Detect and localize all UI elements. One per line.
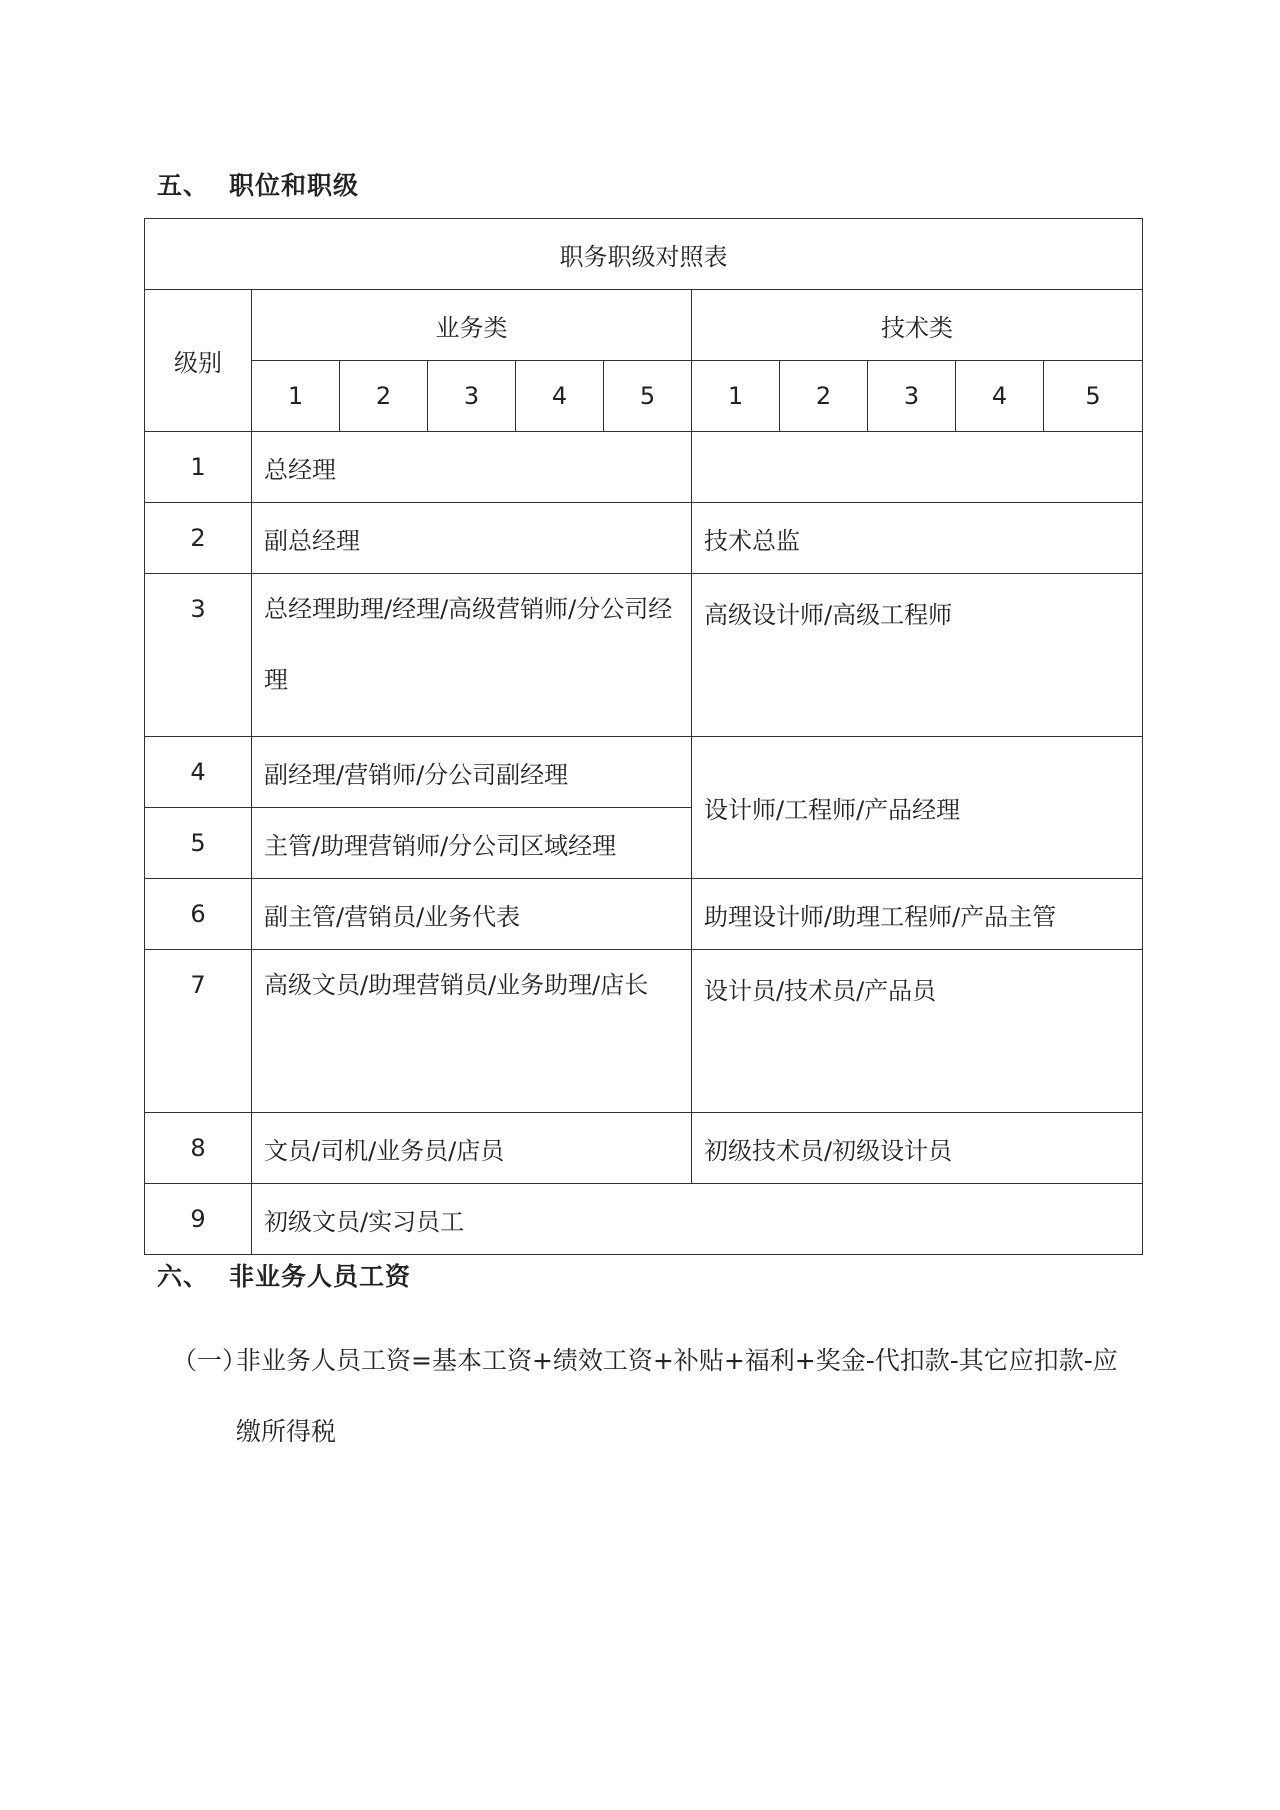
business-cell: 副经理/营销师/分公司副经理 <box>252 737 692 808</box>
tech-cell: 技术总监 <box>692 503 1143 574</box>
table-row <box>145 1184 1143 1255</box>
level-cell: 6 <box>145 879 252 950</box>
tech-cell: 设计员/技术员/产品员 <box>692 950 1143 1113</box>
tech-sub-col: 2 <box>780 361 868 432</box>
business-cell <box>252 574 692 737</box>
tech-sub-col: 3 <box>868 361 956 432</box>
tech-sub-col: 5 <box>1044 361 1143 432</box>
level-cell: 2 <box>145 503 252 574</box>
tech-cell: 初级技术员/初级设计员 <box>692 1113 1143 1184</box>
tech-cell: 高级设计师/高级工程师 <box>692 574 1143 737</box>
tech-sub-col: 1 <box>692 361 780 432</box>
business-sub-col: 1 <box>252 361 340 432</box>
table-row <box>145 1113 1143 1184</box>
table-title: 职务职级对照表 <box>145 219 1143 290</box>
business-sub-col: 4 <box>516 361 604 432</box>
level-cell: 8 <box>145 1113 252 1184</box>
level-cell: 7 <box>145 950 252 1113</box>
section-title: 非业务人员工资 <box>229 1262 412 1291</box>
formula-line-1: 非业务人员工资=基本工资+绩效工资+补贴+福利+奖金-代扣款-其它应扣款-应 <box>236 1346 1118 1375</box>
business-cell: 总经理 <box>252 432 692 503</box>
list-marker: （一） <box>172 1346 248 1375</box>
business-sub-col: 3 <box>428 361 516 432</box>
business-cell: 副总经理 <box>252 503 692 574</box>
table-row <box>145 503 1143 574</box>
tech-cell: 助理设计师/助理工程师/产品主管 <box>692 879 1143 950</box>
level-cell: 9 <box>145 1184 252 1255</box>
business-cell <box>252 950 692 1113</box>
level-cell: 5 <box>145 808 252 879</box>
section-heading-6 <box>157 1257 411 1293</box>
section-heading-5 <box>157 166 359 202</box>
business-cell: 文员/司机/业务员/店员 <box>252 1113 692 1184</box>
business-sub-col: 5 <box>604 361 692 432</box>
table-row <box>145 432 1143 503</box>
business-cell-text: 总经理助理/经理/高级营销师/分公司经理 <box>264 595 673 694</box>
business-header: 业务类 <box>252 290 692 361</box>
table-row <box>145 574 1143 737</box>
formula-line-2: 缴所得税 <box>236 1417 337 1446</box>
position-grade-table <box>144 218 1143 1255</box>
business-cell-text: 高级文员/助理营销员/业务助理/店长 <box>264 971 649 999</box>
section-number: 六、 <box>157 1262 210 1291</box>
business-cell: 副主管/营销员/业务代表 <box>252 879 692 950</box>
level-cell: 1 <box>145 432 252 503</box>
table-row <box>145 950 1143 1113</box>
section-number: 五、 <box>157 171 210 200</box>
tech-sub-col: 4 <box>956 361 1044 432</box>
business-sub-col: 2 <box>340 361 428 432</box>
section-title: 职位和职级 <box>229 171 360 200</box>
business-cell: 初级文员/实习员工 <box>252 1184 1143 1255</box>
salary-formula-paragraph <box>172 1325 1132 1467</box>
level-cell: 3 <box>145 574 252 737</box>
business-cell: 主管/助理营销师/分公司区域经理 <box>252 808 692 879</box>
table-row <box>145 879 1143 950</box>
table-row <box>145 737 1143 808</box>
level-header: 级别 <box>145 290 252 432</box>
tech-header: 技术类 <box>692 290 1143 361</box>
level-cell: 4 <box>145 737 252 808</box>
tech-cell: 设计师/工程师/产品经理 <box>692 737 1143 879</box>
tech-cell <box>692 432 1143 503</box>
